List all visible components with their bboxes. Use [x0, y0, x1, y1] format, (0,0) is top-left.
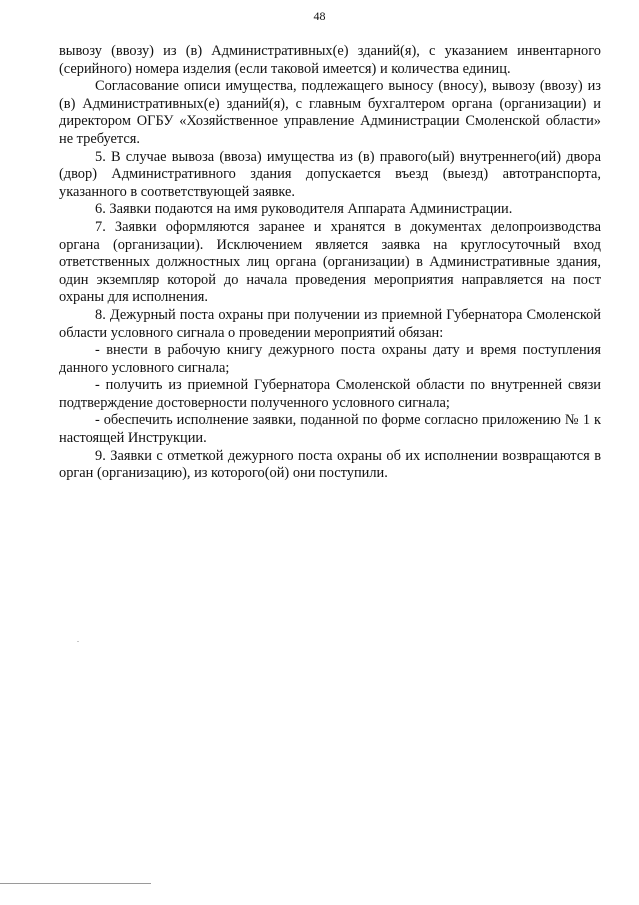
list-item-confirm-signal: - получить из приемной Губернатора Смоленской области по внутренней связи подтверждение достоверности полученного условного сигнала;	[59, 377, 601, 411]
paragraph-item-8: 8. Дежурный поста охраны при получении из приемной Губернатора Смоленской области условного сигнала о проведении мероприятий обязан:	[59, 306, 601, 341]
paragraph-item-7: 7. Заявки оформляются заранее и хранятся в документах делопроизводства органа (организации). Исключением является заявка на круглосуточный вход ответственных должностных лиц органа (организации) в Административные здания, один экземпляр которой до начала проведения мероприятия направляется на пост охраны для исполнения.	[59, 218, 601, 306]
paragraph-inventory-approval: Согласование описи имущества, подлежащего выносу (вносу), вывозу (ввозу) из (в) Административных(е) зданий(я), с главным бухгалтером органа (организации) и директором ОГБУ «Хозяйственное управление Администрации Смоленской области» не требуется.	[59, 78, 601, 147]
list-item-execute-request: - обеспечить исполнение заявки, поданной по форме согласно приложению № 1 к настоящей Инструкции.	[59, 412, 601, 447]
paragraph-item-6: 6. Заявки подаются на имя руководителя Аппарата Администрации.	[95, 201, 513, 218]
page-number: 48	[313, 9, 326, 23]
scan-artifact	[77, 641, 79, 642]
list-item-record-signal: - внести в рабочую книгу дежурного поста охраны дату и время поступления данного условного сигнала;	[59, 342, 601, 376]
document-body	[59, 43, 601, 483]
paragraph-continuation: вывозу (ввозу) из (в) Административных(е) зданий(я), с указанием инвентарного (серийного) номера изделия (если таковой имеется) и количества единиц.	[59, 43, 601, 77]
bottom-rule	[0, 883, 151, 884]
paragraph-item-5: 5. В случае вывоза (ввоза) имущества из (в) правого(ый) внутреннего(ий) двора (двор) Административного здания допускается въезд (выезд) автотранспорта, указанного в соответствующей заявке.	[59, 148, 601, 200]
paragraph-item-9: 9. Заявки с отметкой дежурного поста охраны об их исполнении возвращаются в орган (организацию), из которого(ой) они поступили.	[59, 447, 601, 482]
